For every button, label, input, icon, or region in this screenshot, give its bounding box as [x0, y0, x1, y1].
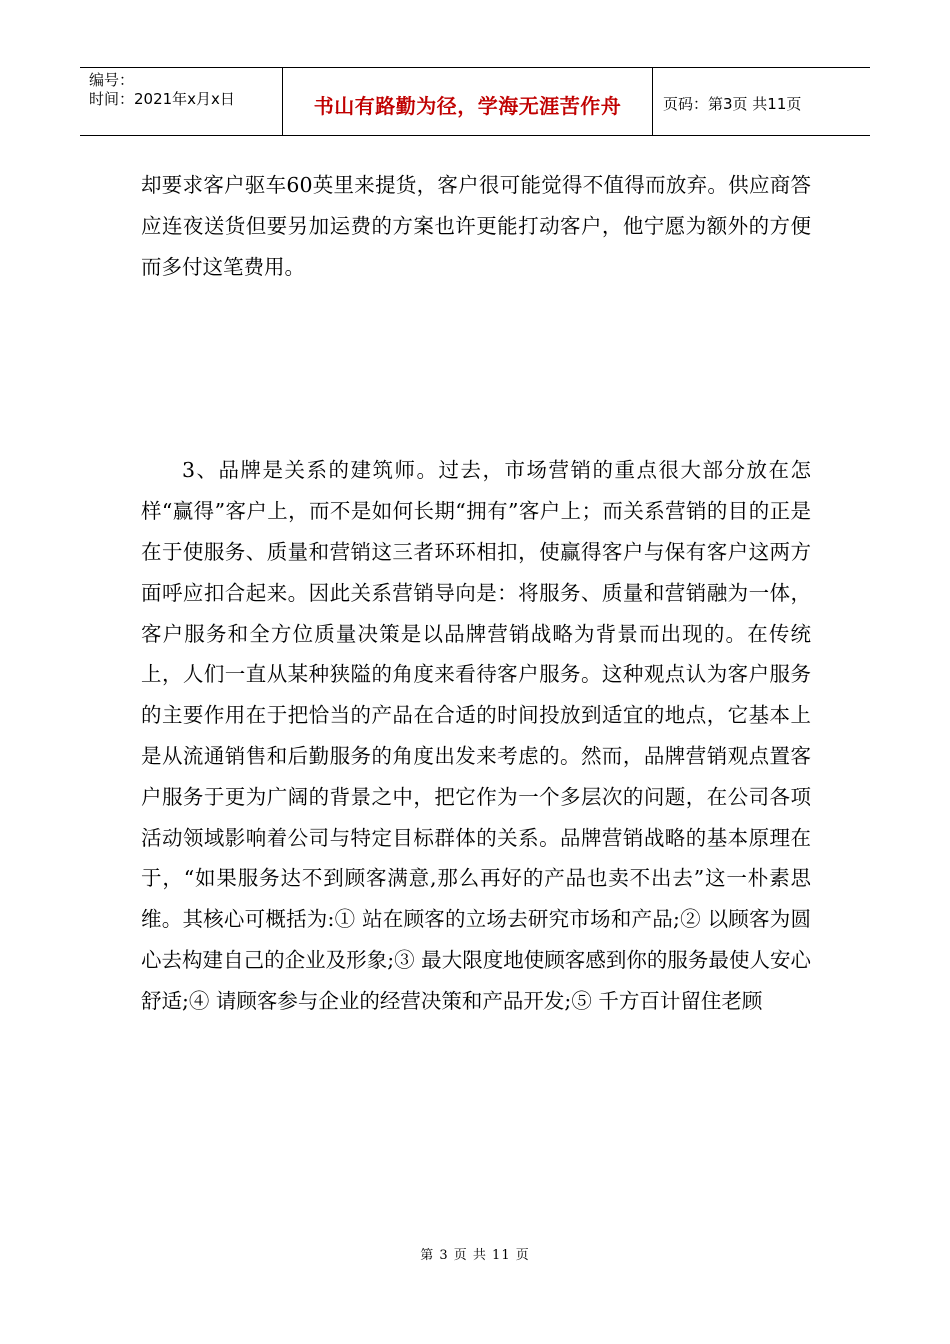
document-time-label: 时间：2021年x月x日 [89, 90, 235, 108]
header-motto: 书山有路勤为径，学海无涯苦作舟 [283, 67, 653, 135]
page-header [80, 67, 870, 135]
body-paragraph-brand: 3、品牌是关系的建筑师。过去，市场营销的重点很大部分放在怎样“赢得”客户上，而不是如何长期“拥有”客户上；而关系营销的目的正是在于使服务、质量和营销这三者环环相扣，使赢得客户与保有客户这两方面呼应扣合起来。因此关系营销导向是：将服务、质量和营销融为一体，客户服务和全方位质量决策是以品牌营销战略为背景而出现的。在传统上，人们一直从某种狭隘的角度来看待客户服务。这种观点认为客户服务的主要作用在于把恰当的产品在合适的时间投放到适宜的地点，它基本上是从流通销售和后勤服务的角度出发来考虑的。然而，品牌营销观点置客户服务于更为广阔的背景之中，把它作为一个多层次的问题，在公司各项活动领域影响着公司与特定目标群体的关系。品牌营销战略的基本原理在于，“如果服务达不到顾客满意,那么再好的产品也卖不出去”这一朴素思维。其核心可概括为:① 站在顾客的立场去研究市场和产品;② 以顾客为圆心去构建自己的企业及形象;③ 最大限度地使顾客感到你的服务最使人安心舒适;④ 请顾客参与企业的经营决策和产品开发;⑤ 千方百计留住老顾 [141, 458, 811, 1013]
header-bottom-rule [80, 135, 870, 136]
header-top-rule [80, 67, 870, 68]
header-page-info: 页码：第3页 共11页 [663, 94, 802, 113]
page-footer: 第 3 页 共 11 页 [420, 1248, 530, 1263]
document-body [141, 165, 811, 1022]
body-paragraph-continued: 却要求客户驱车60英里来提货，客户很可能觉得不值得而放弃。供应商答应连夜送货但要另加运费的方案也许更能打动客户，他宁愿为额外的方便而多付这笔费用。 [141, 173, 811, 279]
document-number-label: 编号： [89, 71, 135, 89]
header-left-cell [80, 67, 283, 135]
